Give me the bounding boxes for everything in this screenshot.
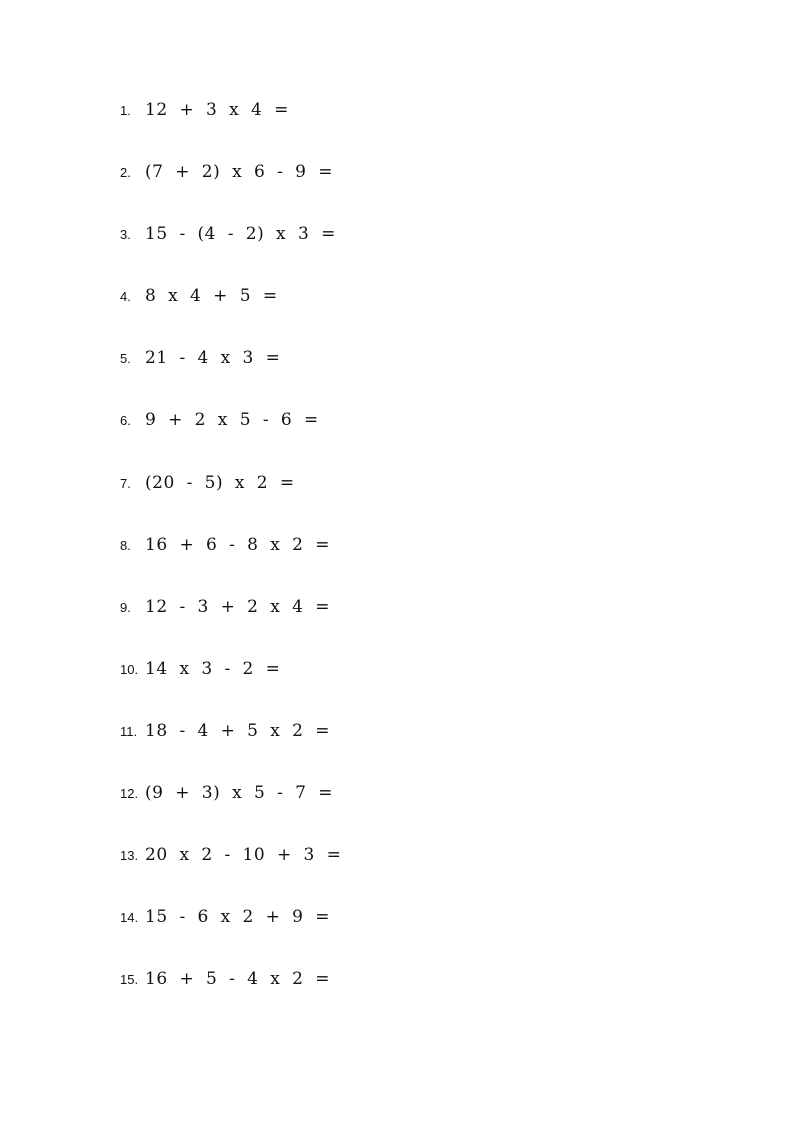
problem-number: 8. — [120, 537, 131, 553]
problem-item — [120, 469, 341, 531]
problem-expression: 9 + 2 x 5 - 6 = — [145, 410, 319, 431]
problem-expression: (20 - 5) x 2 = — [145, 472, 295, 493]
problem-expression: (9 + 3) x 5 - 7 = — [145, 783, 334, 804]
problem-expression: 15 - (4 - 2) x 3 = — [145, 224, 336, 245]
problem-expression: 16 + 6 - 8 x 2 = — [145, 534, 331, 555]
problem-expression: (7 + 2) x 6 - 9 = — [145, 162, 334, 183]
problem-expression: 15 - 6 x 2 + 9 = — [145, 907, 331, 928]
problem-expression: 18 - 4 + 5 x 2 = — [145, 720, 331, 741]
problem-expression: 20 x 2 - 10 + 3 = — [145, 845, 342, 866]
problem-number: 4. — [120, 289, 131, 305]
problem-expression: 14 x 3 - 2 = — [145, 658, 281, 679]
problem-list — [120, 96, 341, 1027]
problem-number: 3. — [120, 227, 131, 243]
problem-number: 12. — [120, 786, 139, 802]
problem-item — [120, 158, 341, 220]
problem-expression: 12 - 3 + 2 x 4 = — [145, 596, 331, 617]
problem-expression: 12 + 3 x 4 = — [145, 100, 289, 120]
problem-item — [120, 282, 341, 344]
problem-item — [120, 220, 341, 282]
problem-number: 2. — [120, 165, 131, 181]
problem-item — [120, 841, 341, 903]
problem-expression: 8 x 4 + 5 = — [145, 286, 278, 307]
problem-item — [120, 406, 341, 468]
problem-item — [120, 593, 341, 655]
problem-number: 5. — [120, 351, 131, 367]
problem-item — [120, 96, 341, 158]
problem-item — [120, 655, 341, 717]
problem-expression: 21 - 4 x 3 = — [145, 348, 281, 369]
problem-item — [120, 779, 341, 841]
problem-number: 11. — [120, 723, 138, 739]
problem-number: 13. — [120, 848, 139, 864]
problem-expression: 16 + 5 - 4 x 2 = — [145, 969, 331, 990]
problem-item — [120, 903, 341, 965]
problem-number: 7. — [120, 475, 131, 491]
problem-item — [120, 717, 341, 779]
problem-number: 15. — [120, 972, 139, 988]
problem-number: 1. — [120, 103, 131, 118]
problem-number: 6. — [120, 413, 131, 429]
problem-item — [120, 344, 341, 406]
problem-item — [120, 531, 341, 593]
problem-number: 14. — [120, 910, 139, 926]
problem-number: 9. — [120, 599, 131, 615]
problem-number: 10. — [120, 661, 139, 677]
problem-item — [120, 965, 341, 1027]
